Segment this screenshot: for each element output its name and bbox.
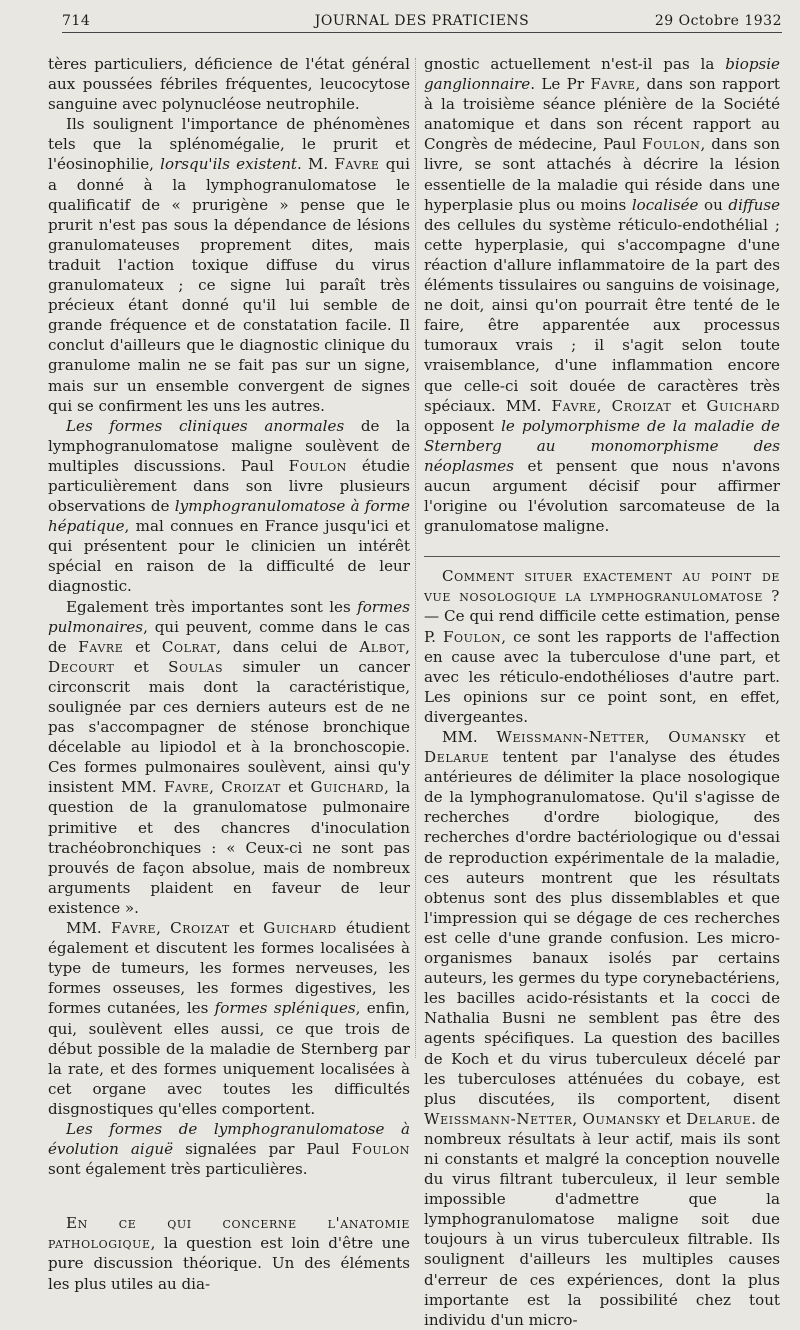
paragraph: Les formes de lymphogranulomatose à évolution aiguë signalées par Paul Foulon sont également très particulières. [48,1119,410,1179]
author-name: Decourt [48,657,115,676]
author-name: Oumansky [582,1109,661,1128]
paragraph: MM. Weissmann-Netter, Oumansky et Delarue tentent par l'analyse des études antérieures de délimiter la place nosologique de la lymphogranulomatose. Qu'il s'agisse de recherches d'ordre biologique, des recherches d'ordre bactériologique ou d'essai de reproduction expérimentale de la maladie, ces auteurs montrent que les résultats obtenus sont des plus dissemblables et que l'impression qui se dégage de ces recherches est celle d'une grande confusion. Les micro-organismes banaux isolés par certains auteurs, les germes du type corynebactériens, les bacilles acido-résistants et la cocci de Nathalia Busni ne semblent pas être des agents spécifiques. La question des bacilles de Koch et du virus tuberculeux décelé par les tuberculoses atténuées du cobaye, est plus discutées, ils comportent, disent Weissmann-Netter, Oumansky et Delarue. de nombreux résultats à leur actif, mais ils sont ni constants et malgré la conception nouvelle du virus filtrant tuberculeux, il leur semble impossible d'admettre que la lymphogranulomatose maligne soit due toujours à un virus tuberculeux filtrable. Ils soulignent d'ailleurs les multiples causes d'erreur de ces expériences, dont la plus importante est la possibilité chez tout individu d'un micro- [424,728,780,1329]
paragraph: Les formes cliniques anormales de la lymphogranulomatose maligne soulèvent de multiples discussions. Paul Foulon étudie particulièrement dans son livre plusieurs observations de lymphogranulomatose à forme hépatique, mal connues en France jusqu'ici et qui présentent pour le clinicien un intérêt spécial en raison de la difficulté de leur diagnostic. [48,416,410,596]
author-name: Guichard [310,778,385,797]
paragraph: gnostic actuellement n'est-il pas la biopsie ganglionnaire. Le Pr Favre, dans son rapport à la troisième séance plénière de la Société anatomique et dans son récent rapport au Congrès de médecine, Paul Foulon, dans son livre, se sont attachés à décrire la lésion essentielle de la maladie qui réside dans une hyperplasie plus ou moins localisée ou diffuse des cellules du système réticulo-endothélial ; cette hyperplasie, qui s'accompagne d'une réaction d'allure inflammatoire de la part des éléments tissulaires ou sanguins de voisinage, ne doit, ainsi qu'on pourrait être tenté de le faire, être apparentée aux processus tumoraux vrais ; il s'agit selon toute vraisemblance, d'une inflammation encore que celle-ci soit douée de caractères très spéciaux. MM. Favre, Croizat et Guichard opposent le polymorphisme de la maladie de Sternberg au monomorphisme des néoplasmes et pensent que nous n'avons aucun argument décisif pour affirmer l'origine ou l'évolution sarcomateuse de la granulomatose maligne. [424,55,781,536]
author-name: Guichard [263,919,337,938]
author-name: Delarue [686,1109,752,1128]
running-header [62,10,782,33]
section-paragraph: Comment situer exactement au point de vue nosologique la lymphogranulomatose ? — Ce qui rend difficile cette estimation, pense P. Foulon, ce sont les rapports de l'affection en cause avec la tuberculose d'une part, et avec les réticulo-endothélioses d'autre part. Les opinions sur ce point sont, en effet, divergeantes. [424,567,780,726]
author-name: Croizat [221,778,281,797]
paragraph: MM. Favre, Croizat et Guichard étudient également et discutent les formes localisées à type de tumeurs, les formes nerveuses, les formes osseuses, les formes digestives, les formes cutanées, les formes spléniques, enfin, qui, soulèvent elles aussi, ce que trois de début possible de la maladie de Sternberg par la rate, et des formes uniquement localisées à cet organe avec toutes les difficultés disgnostiques qu'elles comportent. [48,919,410,1118]
journal-title: JOURNAL DES PRATICIENS [314,13,530,29]
paragraph: Egalement très importantes sont les formes pulmonaires, qui peuvent, comme dans le cas de Favre et Colrat, dans celui de Albot, Decourt et Soulas simuler un cancer circonscrit mais dont la caractéristique, soulignée par ces derniers auteurs est de ne pas s'accompagner de sténose bronchique décelable au lipiodol et à la bronchoscopie. Ces formes pulmonaires soulèvent, ainsi qu'y insistent MM. Favre, Croizat et Guichard, la question de la granulomatose pulmonaire primitive et des chancres d'inoculation trachéobronchiques : « Ceux-ci ne sont pas prouvés de façon absolue, mais de nombreux arguments plaident en faveur de leur existence ». [48,597,410,917]
section-paragraph: En ce qui concerne l'anatomie pathologique, la question est loin d'être une pure discussion théorique. Un des éléments les plus utiles au dia- [48,1214,410,1293]
left-column [48,54,410,1293]
page-number: 714 [62,13,91,29]
author-name: Delarue [424,748,490,767]
author-name: Croizat [611,396,672,415]
column-divider [415,58,416,1058]
author-name: Foulon [442,627,502,646]
paragraph: Ils soulignent l'importance de phénomènes tels que la splénomégalie, le prurit et l'éosinophilie, lorsqu'ils existent. M. Favre qui a donné à la lymphogranulomatose le qualificatif de « prurigène » pense que le prurit n'est pas sous la dépendance de lésions granulomateuses proprement dites, mais traduit l'action toxique diffuse du virus granulomateux ; ce signe lui paraît très précieux étant donné qu'il lui semble de grande fréquence et de constatation facile. Il conclut d'ailleurs que le diagnostic clinique du granulome malin ne se fait pas sur un signe, mais sur un ensemble convergent de signes qui se confirment les uns les autres. [48,115,410,415]
author-name: Favre [551,396,597,415]
author-name: Guichard [706,396,780,415]
author-name: Favre [110,919,157,938]
author-name: Favre [334,155,380,174]
author-name: Weissmann-Netter [424,1109,573,1128]
section-heading: Comment situer exactement au point de vue nosologique la lymphogranulomatose ? [424,567,780,606]
author-name: Foulon [642,135,701,154]
author-name: Oumansky [668,728,747,746]
author-name: Soulas [168,657,224,676]
section-rule [424,556,780,557]
author-name: Albot [359,637,406,656]
paragraph: tères particuliers, déficience de l'état général aux poussées fébriles fréquentes, leucocytose sanguine avec polynucléose neutrophile. [48,55,410,114]
author-name: Weissmann-Netter [496,728,645,746]
author-name: Foulon [288,456,347,475]
author-name: Favre [590,75,636,94]
right-column [424,54,781,1329]
author-name: Foulon [351,1140,410,1159]
author-name: Croizat [170,919,230,938]
author-name: Favre [163,778,210,797]
author-name: Favre [78,637,124,656]
author-name: Colrat [161,637,217,656]
issue-date: 29 Octobre 1932 [654,13,782,29]
section-lead: En ce qui concerne l'anatomie pathologique [48,1214,410,1253]
